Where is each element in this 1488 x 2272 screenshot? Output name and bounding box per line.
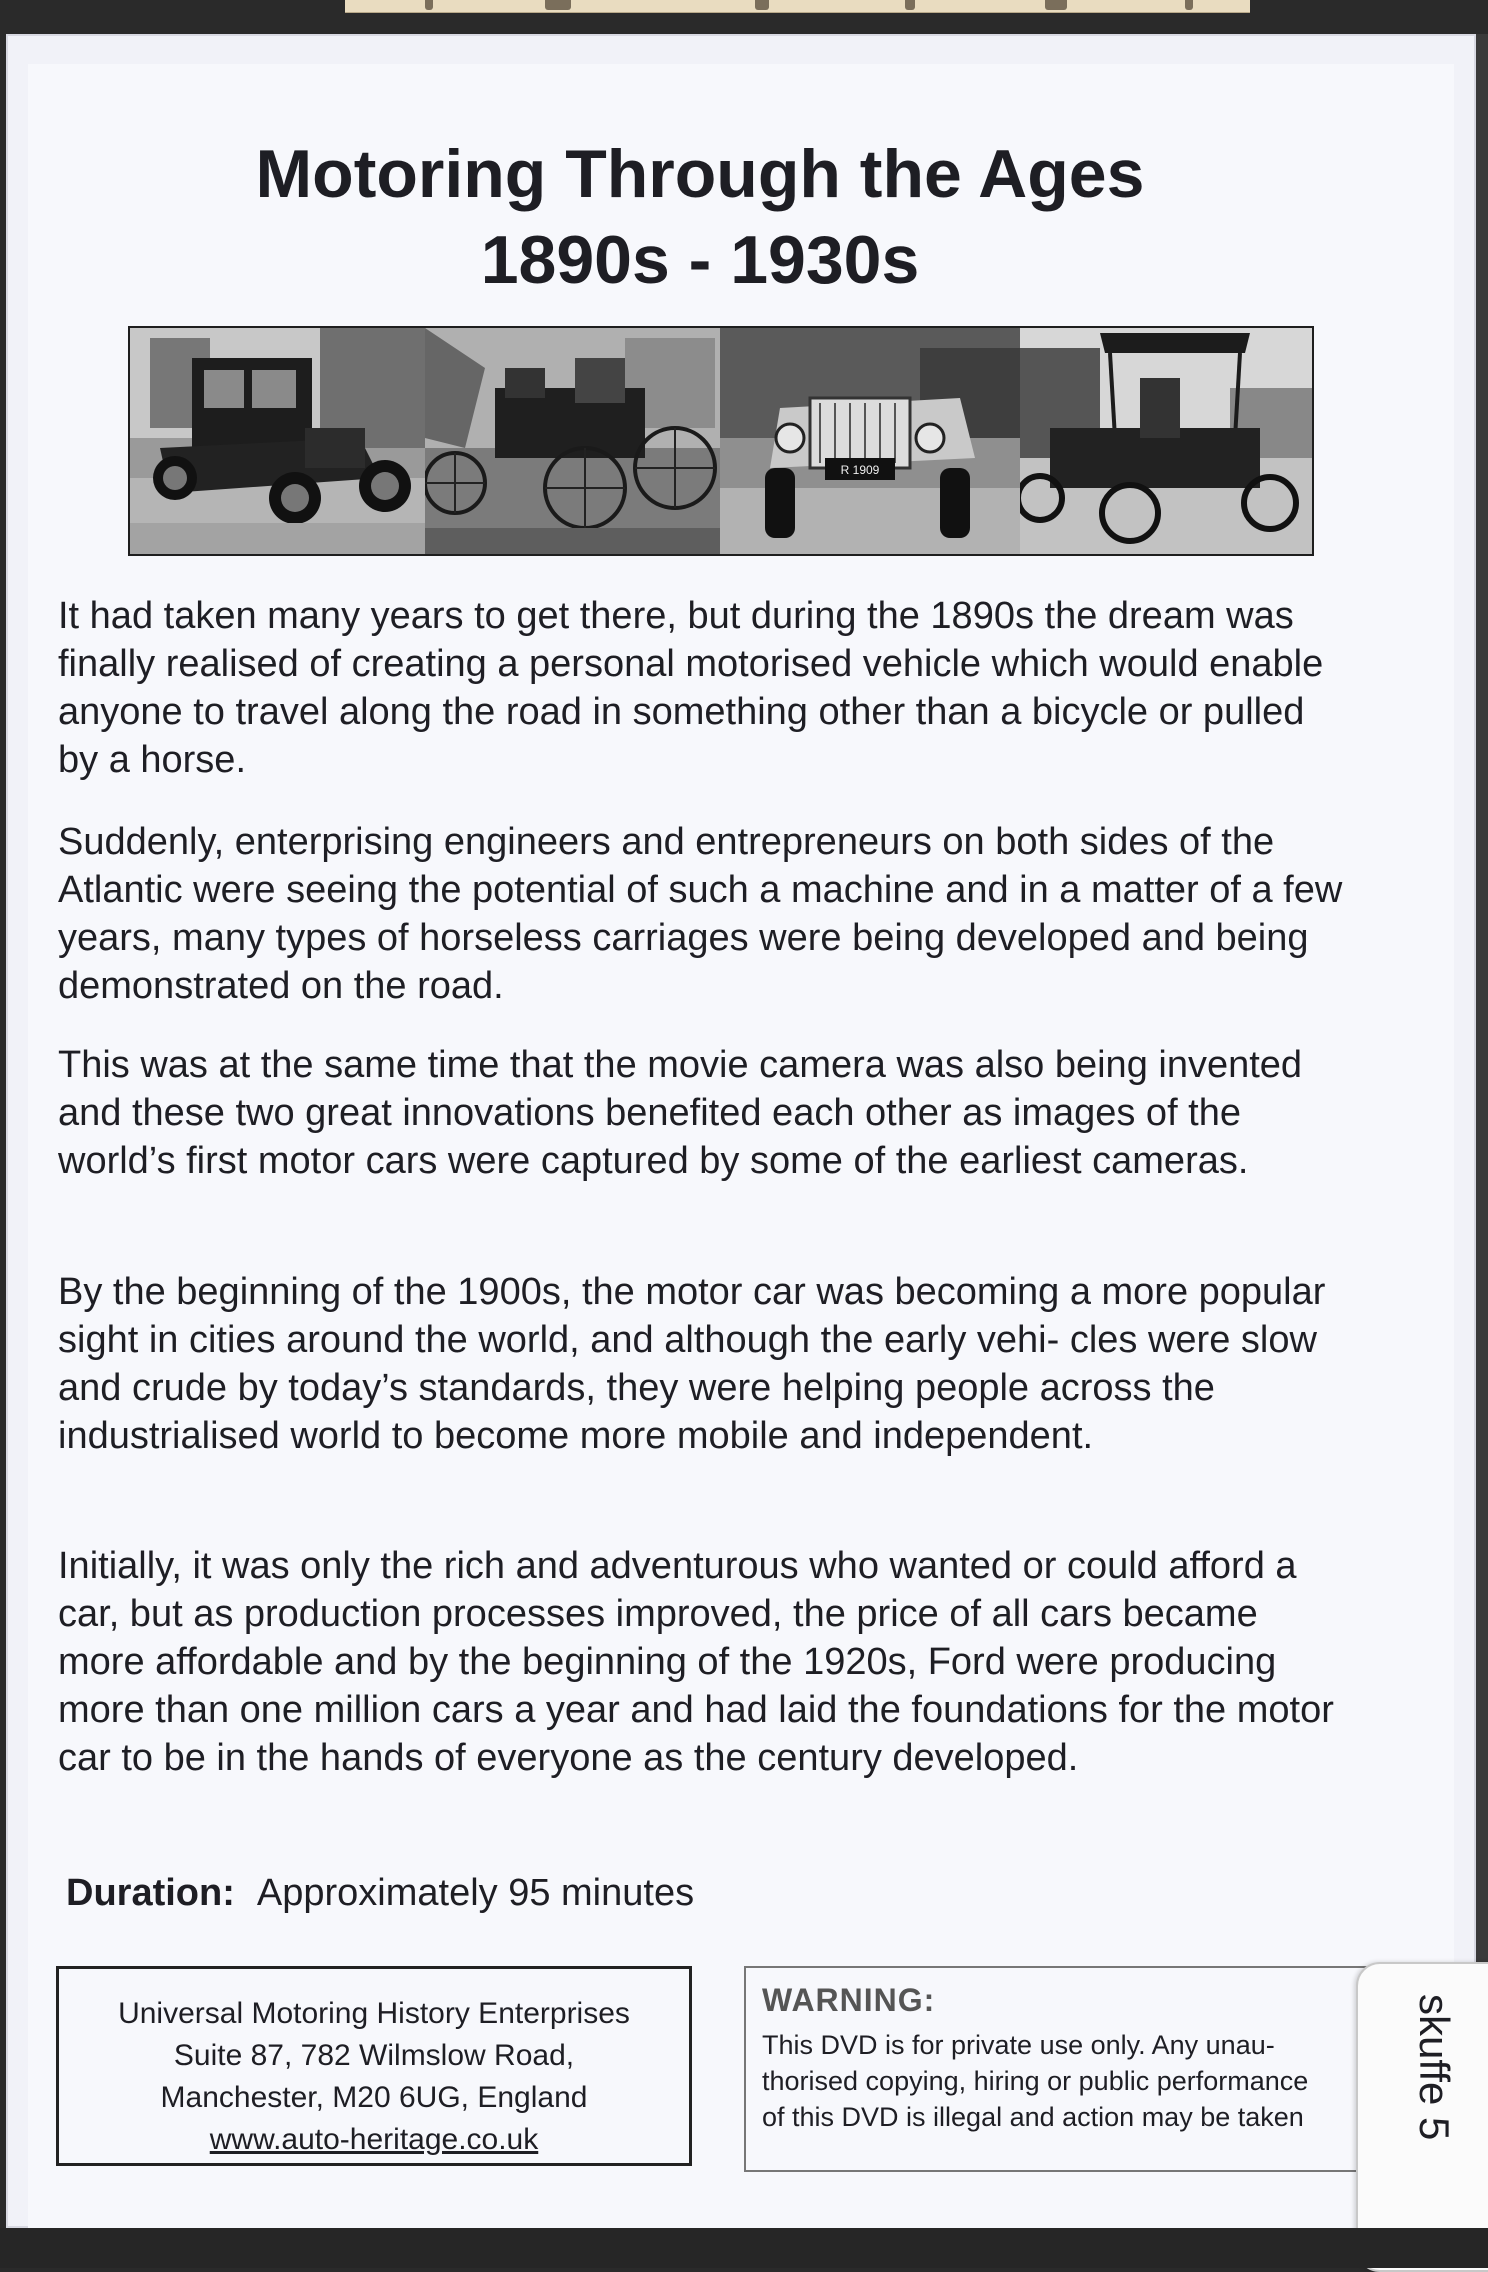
paragraph-1900s: By the beginning of the 1900s, the motor car was becoming a more popular sight in cities around the world, and although the early vehi- cles were slow and crude by today’s standards, they were helping people across the industrialised world to become more mobile and independent. [58, 1271, 1326, 1457]
sticker-label: skuffe 5 [1411, 1994, 1458, 2141]
photo-horseless-carriage [425, 328, 720, 554]
photo-enclosed-car [130, 328, 425, 554]
strip-mark [905, 0, 915, 10]
cover-subtitle-years: 1890s - 1930s [480, 222, 920, 298]
duration-line [66, 1872, 694, 1915]
strip-mark [1185, 0, 1193, 10]
paragraph-engineers: Suddenly, enterprising engineers and entrepreneurs on both sides of the Atlantic were seeing the potential of such a machine and in a matter of a few years, many types of horseless carriages were being developed and being demonstrated on the road. [58, 821, 1343, 1007]
photo-strip [128, 326, 1314, 556]
publisher-name: Universal Motoring History Enterprises [118, 1997, 630, 2030]
plate-text: R 1909 [840, 463, 880, 477]
address-street: Suite 87, 782 Wilmslow Road, [173, 2039, 575, 2072]
duration-value: Approximately 95 minutes [256, 1872, 695, 1914]
paragraph-movie-camera: This was at the same time that the movie camera was also being invented and these two great innovations benefited each other as images of the world’s first motor cars were captured by some of the earliest cameras. [58, 1044, 1303, 1182]
warning-text [762, 2027, 1404, 2135]
website-link[interactable]: www.auto-heritage.co.uk [209, 2123, 539, 2156]
strip-mark [755, 0, 769, 10]
bottom-strip [0, 2228, 1488, 2268]
duration-label: Duration: [66, 1872, 235, 1914]
warning-line: of this DVD is illegal and action may be taken [762, 2102, 1304, 2132]
publisher-address-box [56, 1966, 692, 2166]
top-strip [345, 0, 1250, 13]
warning-box [744, 1966, 1404, 2172]
cover-title: Motoring Through the Ages [255, 136, 1145, 212]
paragraph-intro: It had taken many years to get there, but during the 1890s the dream was finally realised of creating a personal motorised vehicle which would enable anyone to travel along the road in something other than a bicycle or pulled by a horse. [58, 595, 1324, 781]
archive-sticker [1356, 1962, 1488, 2272]
warning-line: thorised copying, hiring or public performance [762, 2066, 1309, 2096]
strip-mark [545, 0, 571, 10]
strip-mark [1045, 0, 1067, 10]
paragraph-ford: Initially, it was only the rich and adventurous who wanted or could afford a car, but as production processes improved, the price of all cars became more affordable and by the beginning of the 1920s, Ford were producing more than one million cars a year and had laid the foundations for the motor car to be in the hands of everyone as the century developed. [58, 1545, 1334, 1779]
warning-line: This DVD is for private use only. Any unau- [762, 2030, 1275, 2060]
address-city: Manchester, M20 6UG, England [160, 2081, 588, 2114]
warning-title: WARNING: [762, 1982, 936, 2018]
photo-veteran-car [720, 328, 1020, 554]
case-edge [1476, 34, 1488, 2228]
photo-canopy-runabout [1020, 328, 1312, 554]
strip-mark [425, 0, 433, 10]
